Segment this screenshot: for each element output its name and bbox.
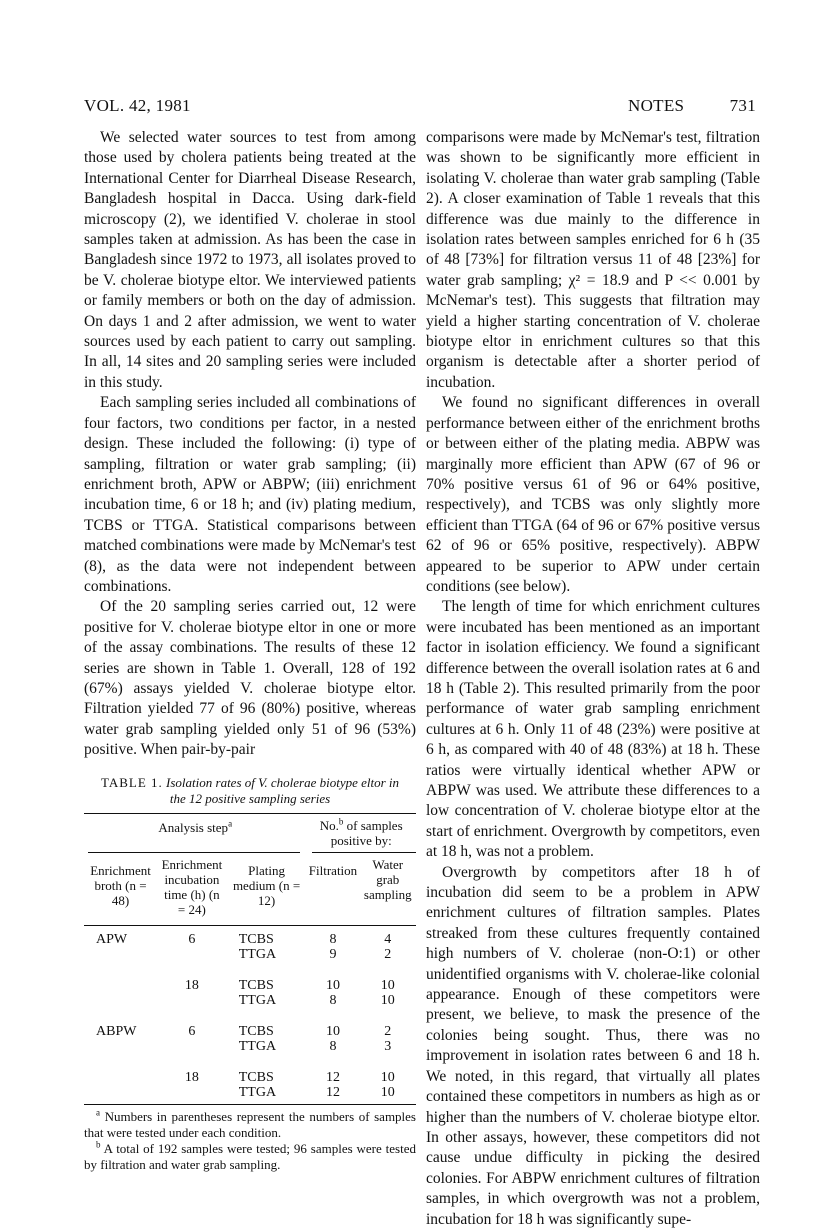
paragraph: comparisons were made by McNemar's test, filtration was shown to be significantly more efficient in isolating V. cholerae than water grab sampling (Table 2). A closer examination of Table 1 reveals that this difference was due mainly to the difference in isolation rates between samples enriched for 6 h (35 of 48 [73%] for filtration versus 11 of 48 [23%] for water grab sampling; χ² = 18.9 and P << 0.001 by McNemar's test). This suggests that filtration may yield a higher starting concentration of V. cholerae biotype eltor in enrichment cultures so that this organism is detectable after a shorter period of incubation. (426, 129, 760, 391)
right-column (426, 128, 760, 1230)
left-column (84, 128, 416, 1173)
table-row: 18 TCBS 10 10 (184, 977, 395, 993)
table-1 (84, 813, 416, 1105)
table-row: TTGA 8 10 (238, 992, 395, 1008)
table-body (84, 925, 416, 1104)
col-header-water-grab: Water grab sampling (363, 856, 412, 902)
paragraph: Overgrowth by competitors after 18 h of incubation did seem to be a problem in APW enrichment cultures of filtration samples. Plates streaked from these cultures frequently contained high numbers of V. cholerae (non-O:1) or other unidentified organisms with V. cholerae-like colonial appearance. Enough of these competitors were present, we believe, to mask the presence of the colonies being sought. Thus, there was no improvement in isolation rates between 6 and 18 h. We noted, in this regard, that virtually all plates contained these competitors in numbers as high as or higher than the numbers of V. cholerae biotype eltor. In other assays, however, these competitors did not cause undue difficulty in picking the desired colonies. For ABPW enrichment cultures of filtration samples, in which overgrowth was not a problem, incubation for 18 h was significantly supe- (426, 863, 760, 1228)
page-number: 731 (729, 96, 756, 115)
table-row: APW 6 TCBS 8 4 (96, 931, 392, 947)
col-header-plating-medium: Plating medium (n = 12) (232, 862, 301, 908)
running-head (628, 96, 756, 116)
group-header-samples-positive: No.$^b$ of samples positive by: (319, 816, 403, 848)
table-row: 18 TCBS 12 10 (184, 1069, 395, 1085)
running-head-volume: VOL. 42, 1981 (84, 96, 191, 115)
col-header-filtration: Filtration (308, 862, 358, 878)
footnote-a: $^a$ Numbers in parentheses represent the numbers of samples that were tested under each condition. (84, 1107, 416, 1140)
running-head-section: NOTES (628, 96, 685, 115)
table-footnotes (84, 1109, 416, 1173)
paragraph: Of the 20 sampling series carried out, 12 were positive for V. cholerae biotype eltor in one or more of the assay combinations. The results of these 12 series are shown in Table 1. Overall, 128 of 192 (67%) assays yielded V. cholerae biotype eltor. Filtration yielded 77 of 96 (80%) positive, whereas water grab sampling yielded only 51 of 96 (53%) positive. When pair-by-pair (84, 598, 416, 759)
paragraph: We found no significant differences in overall performance between either of the enrichment broths or between either of the plating media. ABPW was marginally more efficient than APW (67 of 96 or 70% positive versus 61 of 96 or 64% positive, respectively), and TCBS was only slightly more efficient than TTGA (64 of 96 or 67% positive versus 62 of 96 or 65% positive, respectively). ABPW appeared to be superior to APW under certain conditions (see below). (426, 394, 760, 595)
paragraph: Each sampling series included all combinations of four factors, two conditions per factor, in a nested design. These included the following: (i) type of sampling, filtration or water grab sampling; (ii) enrichment broth, APW or ABPW; (iii) enrichment incubation time, 6 or 18 h; and (iv) plating medium, TCBS or TTGA. Statistical comparisons between matched combinations were made by McNemar's test (8), as the data were not independent between combinations. (84, 394, 416, 595)
table-row: TTGA 9 2 (238, 946, 392, 962)
table-label: TABLE 1. (100, 774, 163, 790)
col-header-incubation-time: Enrichment incubation time (h) (n = 24) (161, 856, 223, 917)
table-caption (84, 775, 416, 807)
col-header-enrichment-broth: Enrichment broth (n = 48) (90, 862, 151, 908)
group-header-analysis-step: Analysis step$^a$ (158, 818, 233, 835)
table-row: ABPW 6 TCBS 10 2 (96, 1023, 392, 1039)
table-row: TTGA 8 3 (238, 1038, 392, 1054)
table-row: TTGA 12 10 (84, 1085, 416, 1105)
paragraph: The length of time for which enrichment cultures were incubated has been mentioned as an important factor in isolation efficiency. We found a significant difference between the overall isolation rates at 6 and 18 h (Table 2). This resulted primarily from the poor performance of water grab sampling enrichment cultures at 6 h. Only 11 of 48 (23%) were positive at 6 h, as compared with 40 of 48 (83%) at 18 h. These ratios were virtually identical whether APW or ABPW was used. We attribute these differences to a low concentration of V. cholerae biotype eltor at the start of enrichment. Overgrowth by competitors, even at 18 h, was not a problem. (426, 598, 760, 861)
footnote-b: $^b$ A total of 192 samples were tested; 96 samples were tested by filtration and water grab sampling. (84, 1139, 416, 1172)
paragraph: We selected water sources to test from among those used by cholera patients being treated at the International Center for Diarrheal Disease Research, Bangladesh hospital in Dacca. Using dark-field microscopy (2), we identified V. cholerae in stool samples taken at admission. As has been the case in Bangladesh since 1972 to 1973, all isolates proved to be V. cholerae biotype eltor. We interviewed patients or family members or both on the day of admission. On days 1 and 2 after admission, we went to water sources used by each patient to carry out sampling. In all, 14 sites and 20 sampling series were included in this study. (84, 129, 416, 391)
table-title: Isolation rates of V. cholerae biotype eltor in the 12 positive sampling series (166, 774, 400, 806)
